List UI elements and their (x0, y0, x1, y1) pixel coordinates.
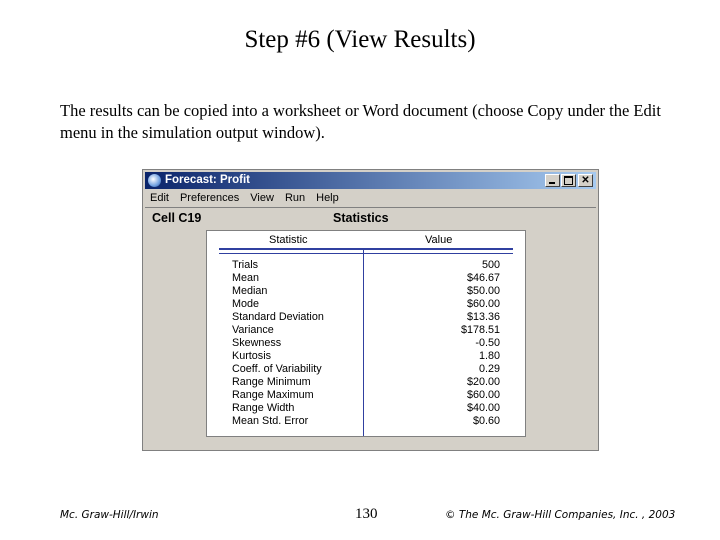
column-header-statistic[interactable]: Statistic (269, 234, 308, 246)
header-divider-secondary (219, 253, 513, 254)
table-row (232, 415, 500, 428)
window-title: Forecast: Profit (165, 174, 250, 186)
stat-value: $178.51 (460, 324, 500, 336)
app-icon (148, 174, 161, 187)
table-row (232, 337, 500, 350)
table-row (232, 350, 500, 363)
stat-label: Range Minimum (232, 376, 311, 388)
table-row (232, 389, 500, 402)
stat-value: -0.50 (475, 337, 500, 349)
menu-preferences[interactable]: Preferences (179, 192, 240, 204)
menu-edit[interactable]: Edit (150, 192, 169, 204)
stat-label: Mode (232, 298, 260, 310)
footer-copyright: © The Mc. Graw-Hill Companies, Inc. , 2003 (445, 509, 676, 521)
stat-label: Mean (232, 272, 260, 284)
table-row (232, 298, 500, 311)
statistics-table (206, 230, 526, 437)
stat-label: Range Maximum (232, 389, 314, 401)
slide-title: Step #6 (View Results) (244, 26, 476, 53)
table-body (232, 259, 500, 428)
menubar (145, 190, 596, 208)
stat-value: 500 (481, 259, 500, 271)
stat-value: $60.00 (466, 389, 500, 401)
maximize-button[interactable] (561, 174, 576, 187)
column-header-value[interactable]: Value (425, 234, 453, 246)
stat-label: Trials (232, 259, 258, 271)
cell-label: Cell C19 (152, 211, 202, 225)
stat-label: Mean Std. Error (232, 415, 309, 427)
footer-publisher: Mc. Graw-Hill/Irwin (60, 509, 159, 521)
table-row (232, 324, 500, 337)
stat-value: $50.00 (466, 285, 500, 297)
window-titlebar[interactable] (145, 172, 596, 189)
header-divider (219, 248, 513, 250)
stat-value: $0.60 (472, 415, 500, 427)
stat-value: $46.67 (466, 272, 500, 284)
stat-value: $60.00 (466, 298, 500, 310)
table-row (232, 259, 500, 272)
menu-help[interactable]: Help (316, 192, 339, 204)
menu-view[interactable]: View (250, 192, 274, 204)
table-row (232, 311, 500, 324)
section-label: Statistics (333, 211, 389, 225)
table-row (232, 363, 500, 376)
stat-label: Coeff. of Variability (232, 363, 322, 375)
stat-value: 1.80 (478, 350, 500, 362)
table-row (232, 285, 500, 298)
stat-label: Range Width (232, 402, 295, 414)
minimize-button[interactable] (545, 174, 560, 187)
stat-label: Standard Deviation (232, 311, 324, 323)
stat-value: $40.00 (466, 402, 500, 414)
table-row (232, 402, 500, 415)
stat-label: Kurtosis (232, 350, 272, 362)
stat-label: Median (232, 285, 268, 297)
page-number: 130 (355, 506, 378, 522)
table-row (232, 272, 500, 285)
stat-value: $20.00 (466, 376, 500, 388)
stat-value: 0.29 (478, 363, 500, 375)
stat-label: Variance (232, 324, 274, 336)
close-button[interactable]: ✕ (578, 174, 593, 187)
menu-run[interactable]: Run (284, 192, 306, 204)
table-row (232, 376, 500, 389)
stat-label: Skewness (232, 337, 282, 349)
stat-value: $13.36 (466, 311, 500, 323)
forecast-window (142, 169, 599, 451)
slide-body-text: The results can be copied into a worksheet or Word document (choose Copy under the Edit menu in the simulation output window). (60, 101, 661, 142)
